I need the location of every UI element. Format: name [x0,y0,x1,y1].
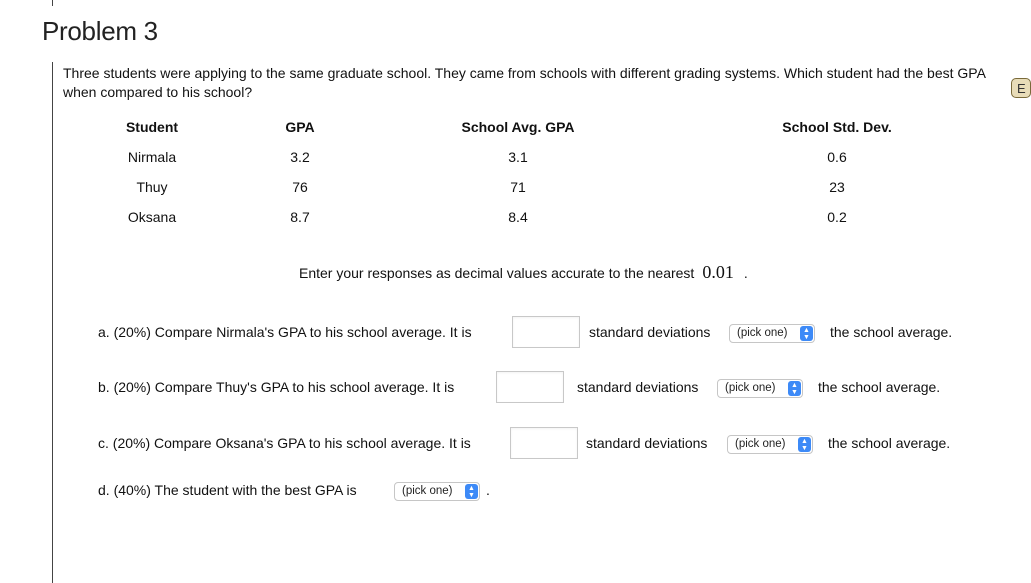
part-a-tail: the school average. [830,324,953,340]
table-header-student: Student [125,119,179,135]
table-cell: 71 [510,179,526,195]
table-cell: 8.4 [508,209,528,225]
instructions-end: . [743,265,748,281]
part-c-tail: the school average. [828,435,951,451]
part-d-prompt: d. (40%) The student with the best GPA is [98,482,357,498]
table-header-school-std: School Std. Dev. [782,119,892,135]
part-a-unit: standard deviations [589,324,711,340]
precision-value: 0.01 [702,262,734,282]
part-c-input[interactable] [510,427,578,459]
table-cell: 0.6 [827,149,847,165]
part-d-select-value: (pick one) [402,485,453,497]
instructions-text: Enter your responses as decimal values accurate to the nearest [299,265,695,281]
table-cell: 0.2 [827,209,847,225]
part-a-input[interactable] [512,316,580,348]
part-d-end: . [486,482,490,498]
table-cell: Thuy [136,179,168,195]
select-arrows-icon: ▲ ▼ [465,484,478,499]
part-d-select[interactable] [394,482,480,501]
part-b-select[interactable] [717,379,803,398]
part-b-input[interactable] [496,371,564,403]
part-c-select-value: (pick one) [735,438,786,450]
table-cell: 8.7 [290,209,310,225]
table-header-gpa: GPA [285,119,315,135]
part-b-unit: standard deviations [577,379,699,395]
part-b-select-value: (pick one) [725,382,776,394]
part-b-prompt: b. (20%) Compare Thuy's GPA to his school average. It is [98,379,455,395]
part-a-select-value: (pick one) [737,327,788,339]
table-cell: 3.2 [290,149,310,165]
table-cell: Nirmala [127,149,177,165]
edge-button[interactable]: E [1011,78,1031,98]
table-header-school-avg: School Avg. GPA [461,119,575,135]
problem-title: Problem 3 [42,16,158,46]
part-c-select[interactable] [727,435,813,454]
top-tick [52,0,53,6]
select-arrows-icon: ▲ ▼ [800,326,813,341]
part-b-tail: the school average. [818,379,941,395]
select-arrows-icon: ▲ ▼ [798,437,811,452]
table-cell: 3.1 [508,149,528,165]
select-arrows-icon: ▲ ▼ [788,381,801,396]
table-cell: 76 [292,179,308,195]
part-a-prompt: a. (20%) Compare Nirmala's GPA to his school average. It is [98,324,472,340]
table-cell: Oksana [127,209,177,225]
part-c-prompt: c. (20%) Compare Oksana's GPA to his school average. It is [98,435,471,451]
instructions [299,262,748,283]
part-a-select[interactable] [729,324,815,343]
left-border [52,62,53,583]
question-text: Three students were applying to the same graduate school. They came from schools with different grading systems. Which student had the best GPA when compared to his school? [63,65,986,100]
table-cell: 23 [829,179,845,195]
part-c-unit: standard deviations [586,435,708,451]
